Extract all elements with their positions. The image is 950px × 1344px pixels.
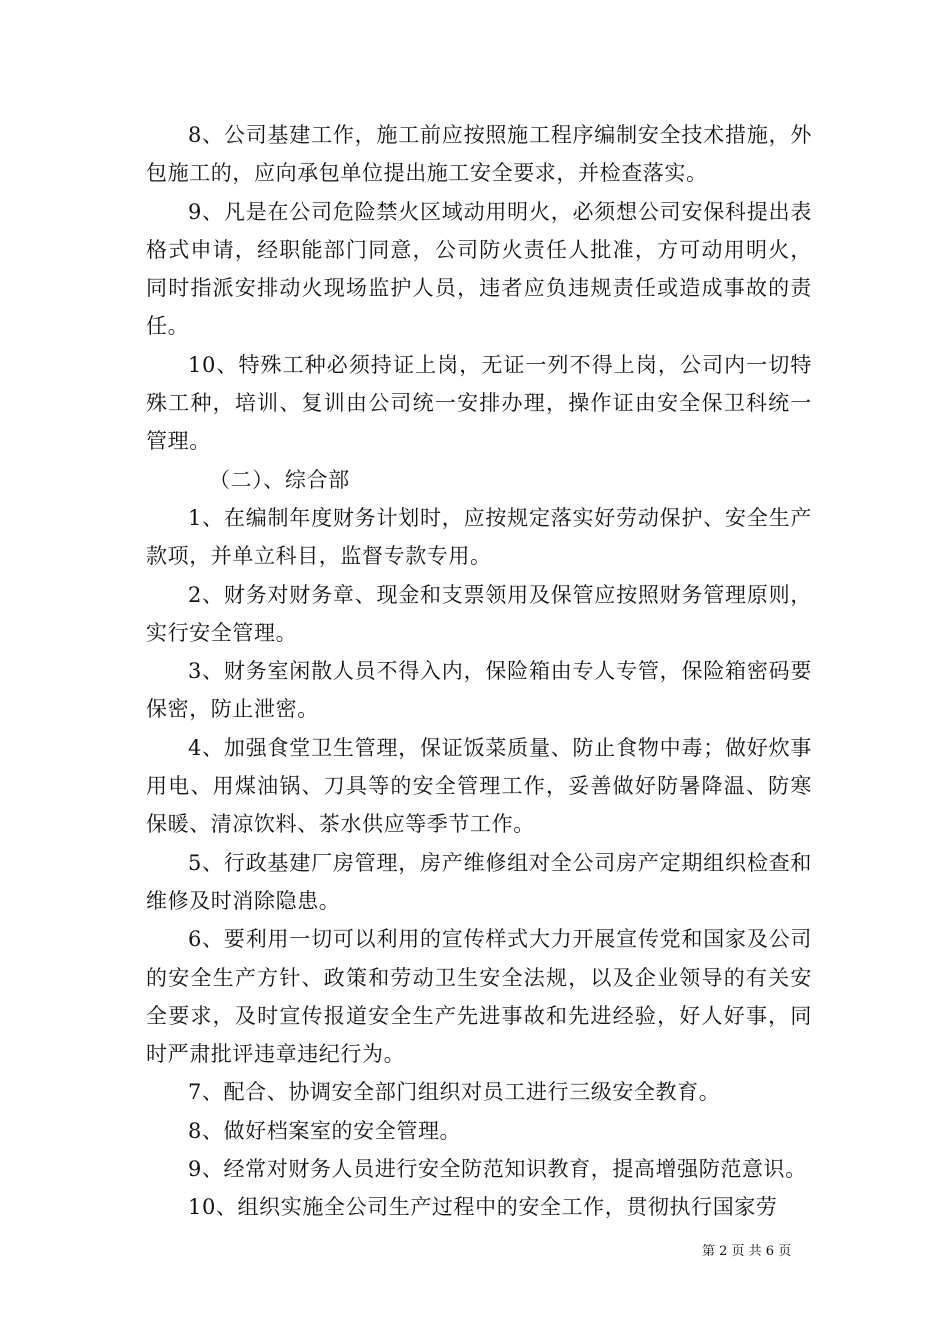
paragraph-item-10-special-trades: 10、特殊工种必须持证上岗，无证一列不得上岗，公司内一切特殊工种，培训、复训由公司统一安排办理，操作证由安全保卫科统一管理。 <box>146 352 812 454</box>
page-number-footer: 第 2 页 共 6 页 <box>702 1244 792 1259</box>
paragraph-item-9-finance-education: 9、经常对财务人员进行安全防范知识教育，提高增强防范意识。 <box>188 1157 807 1182</box>
paragraph-item-1-budget: 1、在编制年度财务计划时，应按规定落实好劳动保护、安全生产款项，并单立科目，监督专款专用。 <box>146 505 812 569</box>
document-body <box>146 116 812 1227</box>
paragraph-item-3-finance-room: 3、财务室闲散人员不得入内，保险箱由专人专管，保险箱密码要保密，防止泄密。 <box>146 659 812 722</box>
paragraph-item-7-training: 7、配合、协调安全部门组织对员工进行三级安全教育。 <box>188 1080 721 1105</box>
paragraph-item-10-production-safety: 10、组织实施全公司生产过程中的安全工作，贯彻执行国家劳 <box>188 1195 778 1220</box>
paragraph-item-6-publicity: 6、要利用一切可以利用的宣传样式大力开展宣传党和国家及公司的安全生产方针、政策和劳动卫生安全法规，以及企业领导的有关安全要求，及时宣传报道安全生产先进事故和先进经验，好人好事，同时严肃批评违章违纪行为。 <box>146 927 812 1067</box>
section-heading-general-dept: （二）、综合部 <box>209 467 350 492</box>
paragraph-item-8-archives: 8、做好档案室的安全管理。 <box>188 1118 462 1143</box>
paragraph-item-8-infrastructure: 8、公司基建工作，施工前应按照施工程序编制安全技术措施，外包施工的，应向承包单位提出施工安全要求，并检查落实。 <box>146 123 812 186</box>
paragraph-item-5-buildings: 5、行政基建厂房管理，房产维修组对全公司房产定期组织检查和维修及时消除隐患。 <box>146 850 812 913</box>
paragraph-item-4-canteen: 4、加强食堂卫生管理，保证饭菜质量、防止食物中毒；做好炊事用电、用煤油锅、刀具等的安全管理工作，妥善做好防暑降温、防寒保暖、清凉饮料、茶水供应等季节工作。 <box>146 735 812 837</box>
paragraph-item-2-finance-seals: 2、财务对财务章、现金和支票领用及保管应按照财务管理原则，实行安全管理。 <box>146 582 812 645</box>
paragraph-item-9-open-flame: 9、凡是在公司危险禁火区域动用明火，必须想公司安保科提出表格式申请，经职能部门同意，公司防火责任人批准，方可动用明火，同时指派安排动火现场监护人员，违者应负违规责任或造成事故的责任。 <box>146 199 812 339</box>
